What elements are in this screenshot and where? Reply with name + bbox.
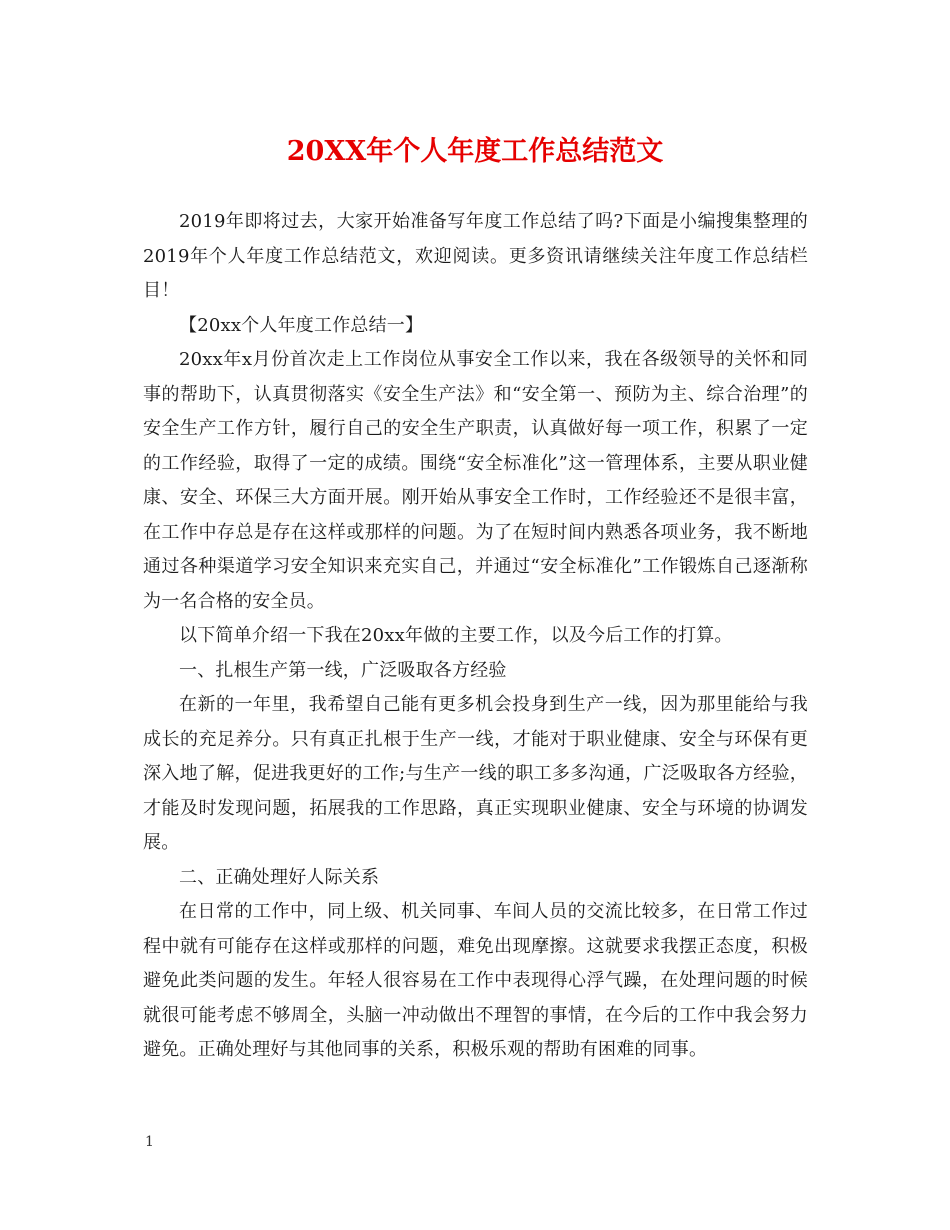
frontline-paragraph: 在新的一年里，我希望自己能有更多机会投身到生产一线，因为那里能给与我成长的充足养分。只有真正扎根于生产一线，才能对于职业健康、安全与环保有更深入地了解，促进我更好的工作;与生产一线的职工多多沟通，广泛吸取各方经验，才能及时发现问题，拓展我的工作思路，真正实现职业健康、安全与环境的协调发展。 [143,694,808,853]
section-heading-one: 一、扎根生产第一线，广泛吸取各方经验 [179,659,507,681]
section-heading-summary-one: 【20xx个人年度工作总结一】 [179,314,424,336]
intro-paragraph: 2019年即将过去，大家开始准备写年度工作总结了吗?下面是小编搜集整理的2019年个人年度工作总结范文，欢迎阅读。更多资讯请继续关注年度工作总结栏目！ [143,211,808,301]
document-title: 20XX年个人年度工作总结范文 [286,136,664,167]
overview-paragraph: 以下简单介绍一下我在20xx年做的主要工作，以及今后工作的打算。 [179,625,733,646]
page-number: 1 [145,1134,154,1150]
relationships-paragraph: 在日常的工作中，同上级、机关同事、车间人员的交流比较多，在日常工作过程中就有可能存在这样或那样的问题，难免出现摩擦。这就要求我摆正态度，积极避免此类问题的发生。年轻人很容易在工作中表现得心浮气躁，在处理问题的时候就很可能考虑不够周全，头脑一冲动做出不理智的事情，在今后的工作中我会努力避免。正确处理好与其他同事的关系，积极乐观的帮助有困难的同事。 [143,901,808,1060]
document-body [143,205,808,1068]
section-heading-two: 二、正确处理好人际关系 [179,866,380,888]
work-experience-paragraph: 20xx年x月份首次走上工作岗位从事安全工作以来，我在各级领导的关怀和同事的帮助下，认真贯彻落实《安全生产法》和“安全第一、预防为主、综合治理”的安全生产工作方针，履行自己的安全生产职责，认真做好每一项工作，积累了一定的工作经验，取得了一定的成绩。围绕“安全标准化”这一管理体系，主要从职业健康、安全、环保三大方面开展。刚开始从事安全工作时，工作经验还不是很丰富，在工作中存总是存在这样或那样的问题。为了在短时间内熟悉各项业务，我不断地通过各种渠道学习安全知识来充实自己，并通过“安全标准化”工作锻炼自己逐渐称为一名合格的安全员。 [143,349,808,612]
